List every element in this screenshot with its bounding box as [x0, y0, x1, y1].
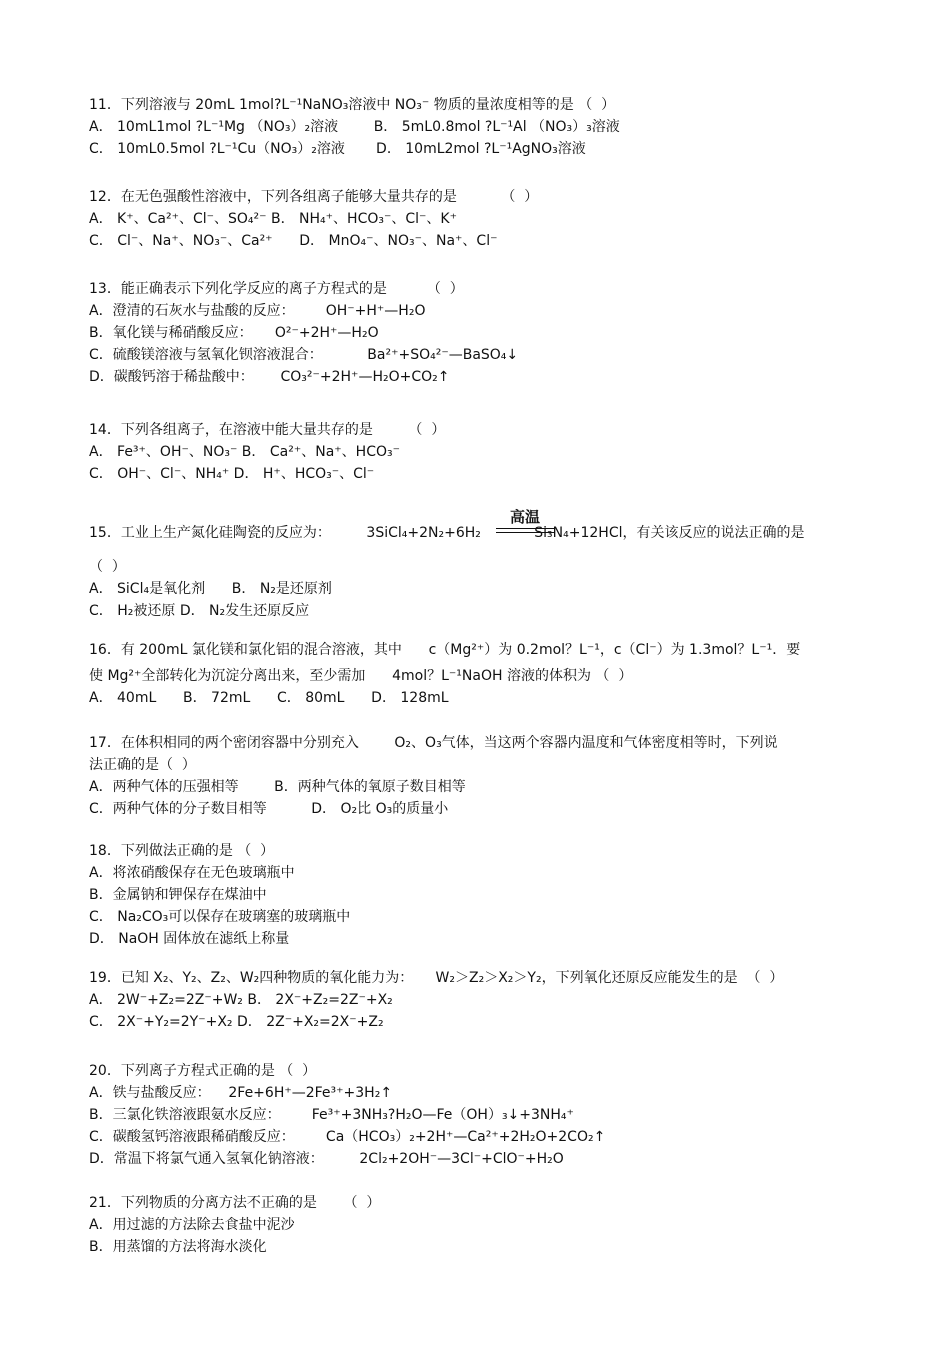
question-stem: 12．在无色强酸性溶液中，下列各组离子能够大量共存的是 （ ） — [89, 189, 539, 205]
spacer — [89, 545, 889, 557]
answer-options: C．两种气体的分子数目相等 D． O₂比 O₃的质量小 — [89, 801, 449, 817]
question-12 — [89, 187, 889, 253]
question-20 — [89, 1061, 889, 1171]
answer-options: C． 10mL0.5mol ?L⁻¹Cu（NO₃）₂溶液 D． 10mL2mol ?L⁻¹AgNO₃溶液 — [89, 141, 586, 157]
answer-option-d: D． NaOH 固体放在滤纸上称量 — [89, 931, 290, 947]
answer-options: C． Cl⁻、Na⁺、NO₃⁻、Ca²⁺ D． MnO₄⁻、NO₃⁻、Na⁺、Cl⁻ — [89, 233, 498, 249]
answer-options: C． H₂被还原 D． N₂发生还原反应 — [89, 603, 310, 619]
answer-option-d: D．常温下将氯气通入氢氧化钠溶液： 2Cl₂+2OH⁻—3Cl⁻+ClO⁻+H₂O — [89, 1151, 564, 1167]
question-11 — [89, 95, 889, 161]
reaction-condition: 高温 — [509, 508, 540, 526]
answer-option-c: C． Na₂CO₃可以保存在玻璃塞的玻璃瓶中 — [89, 909, 351, 925]
answer-option-a: A．将浓硝酸保存在无色玻璃瓶中 — [89, 865, 295, 881]
answer-options: C． 2X⁻+Y₂=2Y⁻+X₂ D． 2Z⁻+X₂=2X⁻+Z₂ — [89, 1014, 384, 1030]
question-14 — [89, 420, 889, 486]
answer-option-b: B．金属钠和钾保存在煤油中 — [89, 887, 267, 903]
answer-options: A． 40mL B． 72mL C． 80mL D． 128mL — [89, 690, 449, 706]
question-stem: 16．有 200mL 氯化镁和氯化铝的混合溶液，其中 c（Mg²⁺）为 0.2mol？L⁻¹，c（Cl⁻）为 1.3mol？L⁻¹．要 — [89, 642, 801, 658]
question-15 — [89, 523, 889, 623]
question-stem: 20．下列离子方程式正确的是 （ ） — [89, 1063, 317, 1079]
question-18 — [89, 841, 889, 951]
answer-option-c: C．硫酸镁溶液与氢氧化钡溶液混合： Ba²⁺+SO₄²⁻—BaSO₄↓ — [89, 347, 519, 363]
question-16 — [89, 640, 889, 710]
answer-options: A．两种气体的压强相等 B．两种气体的氧原子数目相等 — [89, 779, 466, 795]
question-bracket: （ ） — [89, 559, 126, 575]
question-stem: 法正确的是（ ） — [89, 757, 196, 773]
question-stem: 21．下列物质的分离方法不正确的是 （ ） — [89, 1195, 381, 1211]
answer-option-b: B．三氯化铁溶液跟氨水反应： Fe³⁺+3NH₃?H₂O—Fe（OH）₃↓+3NH₄⁺ — [89, 1107, 574, 1123]
question-stem: 11．下列溶液与 20mL 1mol?L⁻¹NaNO₃溶液中 NO₃⁻ 物质的量浓度相等的是 （ ） — [89, 97, 616, 113]
answer-options: A． K⁺、Ca²⁺、Cl⁻、SO₄²⁻ B． NH₄⁺、HCO₃⁻、Cl⁻、K⁺ — [89, 211, 457, 227]
question-17 — [89, 733, 889, 821]
question-stem: 19．已知 X₂、Y₂、Z₂、W₂四种物质的氧化能力为： W₂＞Z₂＞X₂＞Y₂，下列氧化还原反应能发生的是 （ ） — [89, 970, 784, 986]
question-19 — [89, 968, 889, 1034]
question-stem: 18．下列做法正确的是 （ ） — [89, 843, 275, 859]
answer-option-c: C．碳酸氢钙溶液跟稀硝酸反应： Ca（HCO₃）₂+2H⁺—Ca²⁺+2H₂O+2CO₂↑ — [89, 1129, 606, 1145]
question-stem: 13．能正确表示下列化学反应的离子方程式的是 （ ） — [89, 281, 464, 297]
answer-option-a: A．铁与盐酸反应： 2Fe+6H⁺—2Fe³⁺+3H₂↑ — [89, 1085, 393, 1101]
answer-options: A． 10mL1mol ?L⁻¹Mg （NO₃）₂溶液 B． 5mL0.8mol ?L⁻¹Al （NO₃）₃溶液 — [89, 119, 620, 135]
answer-option-a: A．澄清的石灰水与盐酸的反应： OH⁻+H⁺—H₂O — [89, 303, 426, 319]
answer-options: A． 2W⁻+Z₂=2Z⁻+W₂ B． 2X⁻+Z₂=2Z⁻+X₂ — [89, 992, 393, 1008]
answer-options: A． SiCl₄是氧化剂 B． N₂是还原剂 — [89, 581, 332, 597]
answer-options: A． Fe³⁺、OH⁻、NO₃⁻ B． Ca²⁺、Na⁺、HCO₃⁻ — [89, 444, 400, 460]
question-13 — [89, 279, 889, 389]
question-stem: 15．工业上生产氮化硅陶瓷的反应为： 3SiCl₄+2N₂+6H₂ Si₃N₄+12HCl，有关该反应的说法正确的是 — [89, 525, 805, 541]
answer-option-d: D．碳酸钙溶于稀盐酸中： CO₃²⁻+2H⁺—H₂O+CO₂↑ — [89, 369, 450, 385]
answer-option-b: B．用蒸馏的方法将海水淡化 — [89, 1239, 267, 1255]
question-stem: 使 Mg²⁺全部转化为沉淀分离出来，至少需加 4mol？L⁻¹NaOH 溶液的体积为 （ ） — [89, 668, 633, 684]
question-21 — [89, 1193, 889, 1259]
question-stem: 17．在体积相同的两个密闭容器中分别充入 O₂、O₃气体，当这两个容器内温度和气体密度相等时，下列说 — [89, 735, 778, 751]
question-stem: 14．下列各组离子，在溶液中能大量共存的是 （ ） — [89, 422, 446, 438]
answer-option-a: A．用过滤的方法除去食盐中泥沙 — [89, 1217, 295, 1233]
answer-options: C． OH⁻、Cl⁻、NH₄⁺ D． H⁺、HCO₃⁻、Cl⁻ — [89, 466, 375, 482]
answer-option-b: B．氧化镁与稀硝酸反应： O²⁻+2H⁺—H₂O — [89, 325, 379, 341]
